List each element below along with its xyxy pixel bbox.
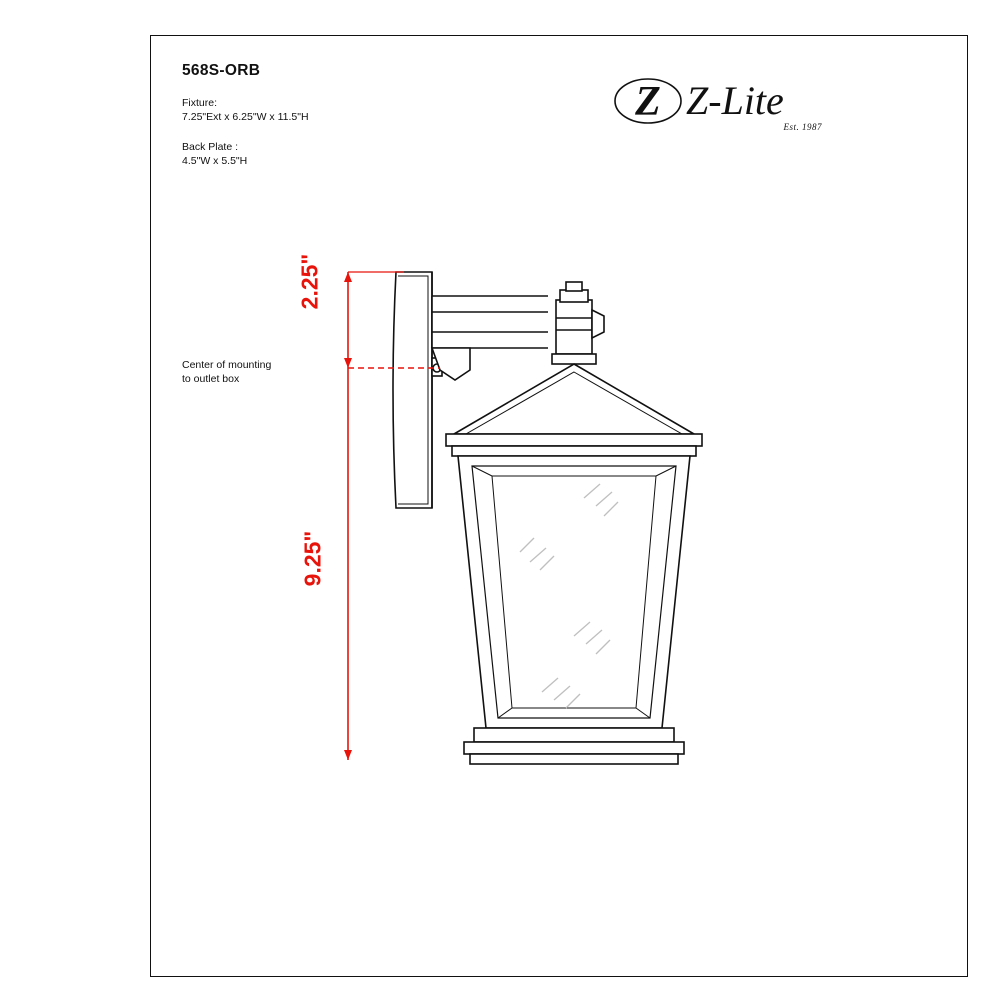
mounting-note — [182, 358, 271, 386]
page-title: 568S-ORB — [182, 62, 261, 79]
backplate-spec-label: Back Plate : — [182, 141, 239, 153]
dimension-label-bottom: 9.25" — [299, 530, 326, 587]
fixture-spec — [182, 96, 309, 124]
logo-wordmark: Z-Lite — [686, 78, 784, 123]
backplate-spec-value: 4.5"W x 5.5"H — [182, 155, 248, 167]
logo-monogram: Z — [635, 79, 661, 125]
drawing-sheet — [150, 35, 968, 977]
mounting-note-line1: Center of mounting — [182, 359, 272, 371]
logo-established: Est. 1987 — [783, 122, 822, 132]
mounting-note-line2: to outlet box — [182, 373, 240, 385]
backplate-spec — [182, 140, 247, 168]
dimension-label-top: 2.25" — [296, 253, 323, 310]
fixture-spec-label: Fixture: — [182, 97, 218, 109]
fixture-spec-value: 7.25"Ext x 6.25"W x 11.5"H — [182, 111, 309, 123]
